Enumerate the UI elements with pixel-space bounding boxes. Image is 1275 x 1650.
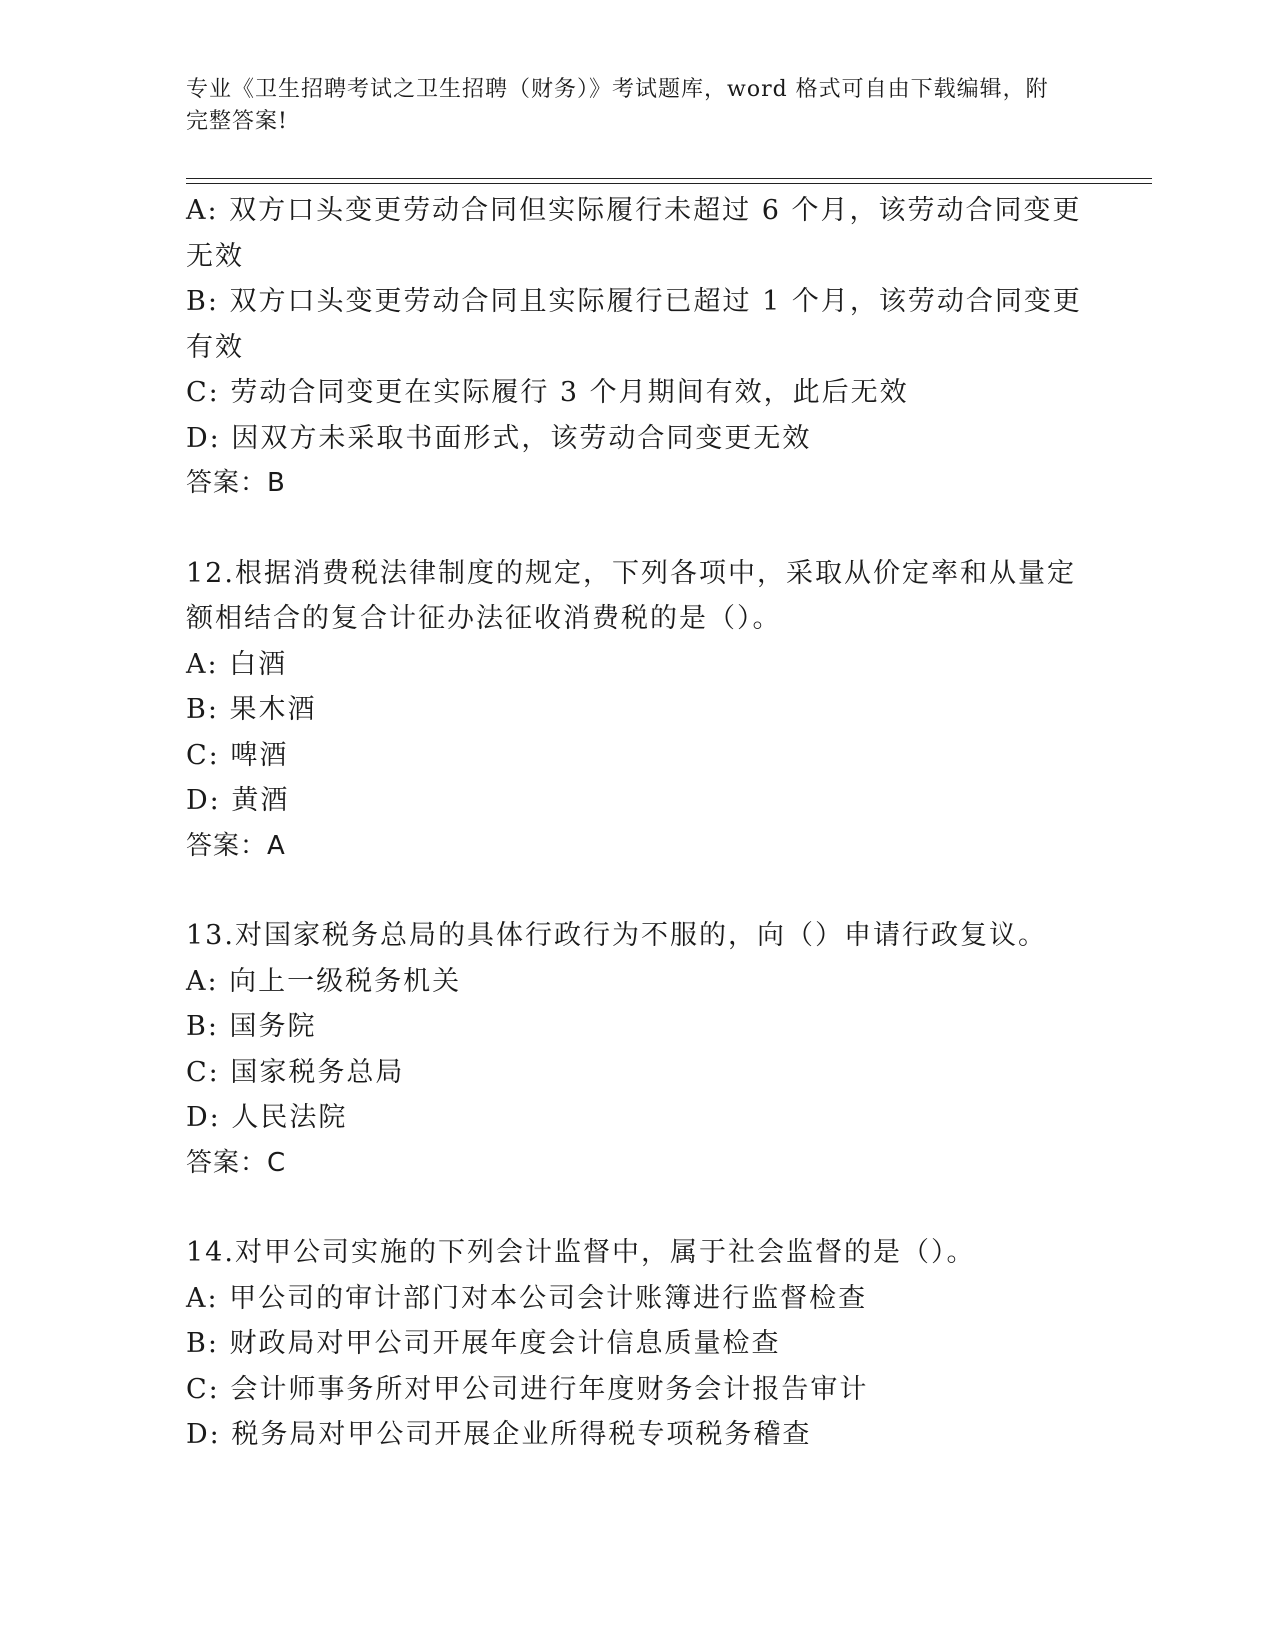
option-a: A: 双方口头变更劳动合同但实际履行未超过 6 个月，该劳动合同变更无效 <box>186 195 1082 272</box>
header-rule-top <box>186 178 1152 179</box>
option-d: D: 人民法院 <box>186 1102 348 1133</box>
question-block <box>186 913 1086 1186</box>
option-c: C: 啤酒 <box>186 739 289 771</box>
question-text: 14.对甲公司实施的下列会计监督中，属于社会监督的是（）。 <box>186 1237 976 1268</box>
option-a: A: 向上一级税务机关 <box>186 965 462 997</box>
option-b: B: 国务院 <box>186 1011 317 1042</box>
option-a: A: 白酒 <box>186 648 288 680</box>
question-text: 13.对国家税务总局的具体行政行为不服的，向（）申请行政复议。 <box>186 920 1047 951</box>
option-c: C: 会计师事务所对甲公司进行年度财务会计报告审计 <box>186 1373 869 1405</box>
option-a: A: 甲公司的审计部门对本公司会计账簿进行监督检查 <box>186 1282 868 1314</box>
question-block <box>186 188 1086 507</box>
header-rule-bottom <box>186 183 1152 184</box>
answer: 答案：B <box>186 468 286 498</box>
option-d: D: 黄酒 <box>186 785 290 816</box>
question-list <box>186 188 1086 1458</box>
option-b: B: 财政局对甲公司开展年度会计信息质量检查 <box>186 1328 781 1359</box>
answer: 答案：C <box>186 1147 287 1178</box>
question-block <box>186 1230 1086 1458</box>
option-d: D: 税务局对甲公司开展企业所得税专项税务稽查 <box>186 1419 812 1450</box>
option-c: C: 劳动合同变更在实际履行 3 个月期间有效，此后无效 <box>186 377 909 408</box>
question-block <box>186 551 1086 870</box>
option-b: B: 果木酒 <box>186 694 317 725</box>
option-b: B: 双方口头变更劳动合同且实际履行已超过 1 个月，该劳动合同变更有效 <box>186 286 1082 363</box>
answer: 答案：A <box>186 830 286 861</box>
document-header: 专业《卫生招聘考试之卫生招聘（财务）》考试题库，word 格式可自由下载编辑，附完整答案! <box>186 77 1049 134</box>
question-text: 12.根据消费税法律制度的规定，下列各项中，采取从价定率和从量定额相结合的复合计征办法征收消费税的是（）。 <box>186 557 1076 634</box>
option-d: D: 因双方未采取书面形式，该劳动合同变更无效 <box>186 422 812 454</box>
option-c: C: 国家税务总局 <box>186 1056 405 1088</box>
